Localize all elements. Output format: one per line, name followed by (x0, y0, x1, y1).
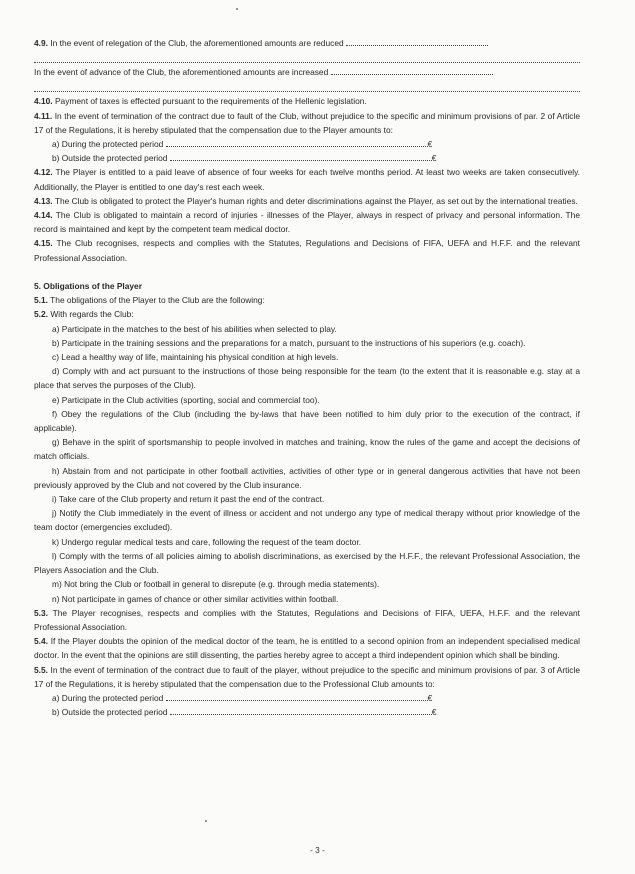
clause-4-11-b: b) Outside the protected period € (52, 153, 437, 164)
clause-5-2: 5.2. With regards the Club: (34, 309, 134, 320)
clause-4-9-relegation: 4.9. In the event of relegation of the Club, the aforementioned amounts are reduced (34, 36, 580, 50)
clause-5-2-m: m) Not bring the Club or football in general to disrepute (e.g. through media statements). (52, 579, 380, 590)
clause-5-2-b: b) Participate in the training sessions and the preparations for a match, pursuant to the instructions of his superiors (e.g. coach). (52, 337, 526, 348)
clause-5-5: 5.5. In the event of termination of the contract due to fault of the player, without prejudice to the specific and minimum provisions of par. 3 of Article 17 of the Regulations, it is hereby stipulated that the compensation due to the Professional Club amounts to: (34, 664, 580, 689)
clause-4-15: 4.15. The Club recognises, respects and complies with the Statutes, Regulations and Decisions of FIFA, UEFA and H.F.F. and the relevant Professional Association. (34, 238, 580, 263)
clause-5-2-j: j) Notify the Club immediately in the event of illness or accident and not undergo any type of medical therapy without prior knowledge of the team doctor (emergencies excluded). (34, 508, 580, 533)
blank-line (331, 66, 493, 75)
blank-line (170, 706, 432, 715)
clause-5-4: 5.4. If the Player doubts the opinion of the medical doctor of the team, he is entitled to a second opinion from an independent specialised medical doctor. In the event that the opinions are still dissenting, the parties hereby agree to accept a third independent opinion which shall be binding. (34, 636, 580, 661)
clause-5-5-a: a) During the protected period € (52, 692, 433, 703)
clause-5-2-f: f) Obey the regulations of the Club (including the by-laws that have been notified to him duly prior to the execution of the contract, if applicable). (34, 408, 580, 434)
blank-line (34, 79, 580, 92)
scan-speck (236, 8, 238, 10)
clause-5-2-d: d) Comply with and act pursuant to the instructions of those being responsible for the team (to the extent that it is reasonable e.g. stay at a place that serves the purposes of the Club). (34, 366, 580, 391)
clause-5-2-a: a) Participate in the matches to the best of his abilities when selected to play. (52, 323, 337, 334)
blank-line (170, 152, 432, 161)
clause-5-1: 5.1. The obligations of the Player to the Club are the following: (34, 295, 265, 306)
scan-speck (205, 820, 207, 822)
clause-4-14: 4.14. The Club is obligated to maintain a record of injuries - illnesses of the Player, always in respect of privacy and personal information. The record is maintained and kept by the competent team medical doctor. (34, 210, 580, 235)
blank-line (34, 50, 580, 63)
clause-5-2-c: c) Lead a healthy way of life, maintaining his physical condition at high levels. (52, 352, 339, 363)
clause-4-13: 4.13. The Club is obligated to protect the Player's human rights and deter discriminations against the Player, as set out by the international treaties. (34, 195, 578, 206)
clause-4-10: 4.10. Payment of taxes is effected pursuant to the requirements of the Hellenic legislation. (34, 96, 367, 107)
blank-line (166, 138, 428, 147)
clause-5-2-l: l) Comply with the terms of all policies aiming to abolish discriminations, as exercised by the H.F.F., the relevant Professional Association, the Players Association and the Club. (34, 550, 580, 576)
clause-5-5-b: b) Outside the protected period € (52, 707, 437, 718)
blank-line (166, 692, 428, 701)
clause-5-3: 5.3. The Player recognises, respects and complies with the Statutes, Regulations and Decisions of FIFA, UEFA, H.F.F. and the relevant Professional Association. (34, 607, 580, 632)
clause-5-2-k: k) Undergo regular medical tests and care, following the request of the team doctor. (52, 536, 362, 547)
clause-4-9-advance: In the event of advance of the Club, the aforementioned amounts are increased (34, 65, 580, 79)
section-5-heading: 5. Obligations of the Player (34, 281, 142, 292)
clause-5-2-h: h) Abstain from and not participate in other football activities, activities of other type or in general dangerous activities that have not been previously approved by the Club and not covered by the Club insurance. (34, 465, 580, 490)
clause-4-11: 4.11. In the event of termination of the contract due to fault of the Club, without prejudice to the specific and minimum provisions of par. 2 of Article 17 of the Regulations, it is hereby stipulated that the compensation due to the Player amounts to: (34, 110, 581, 135)
clause-4-12: 4.12. The Player is entitled to a paid leave of absence of four weeks for each twelve months period. At least two weeks are taken consecutively. Additionally, the Player is entitled to one day's rest each week. (34, 167, 580, 192)
page-number: - 3 - (310, 845, 325, 855)
contract-page (34, 36, 580, 719)
clause-4-11-a: a) During the protected period € (52, 139, 433, 150)
clause-5-2-n: n) Not participate in games of chance or other similar activities within football. (52, 593, 339, 604)
clause-5-2-g: g) Behave in the spirit of sportsmanship to people involved in matches and training, know the rules of the game and accept the decisions of match officials. (34, 437, 580, 462)
clause-5-2-e: e) Participate in the Club activities (sporting, social and commercial too). (52, 394, 320, 405)
blank-line (346, 37, 488, 46)
clause-5-2-i: i) Take care of the Club property and return it past the end of the contract. (52, 494, 325, 505)
